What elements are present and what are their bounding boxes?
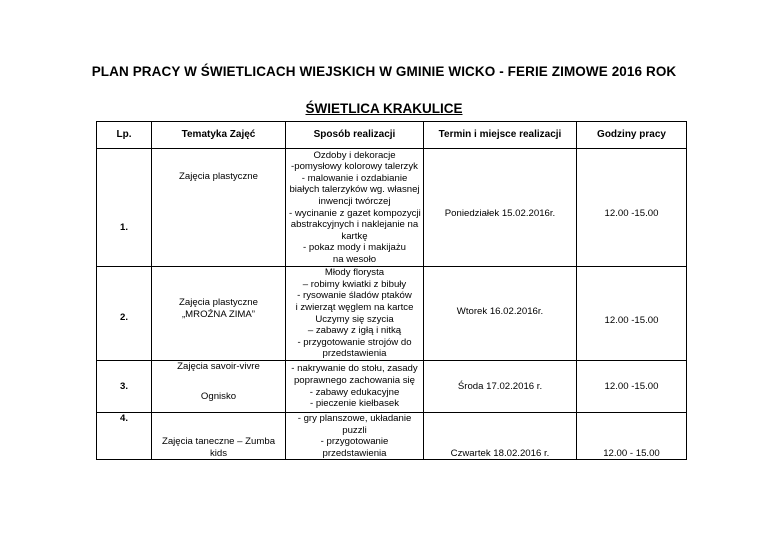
col-header-lp: Lp. xyxy=(97,122,152,149)
method-line: kartkę xyxy=(341,230,368,242)
method-line: abstrakcyjnych i naklejanie na xyxy=(290,219,419,231)
row-topic xyxy=(152,361,286,413)
plan-table xyxy=(96,121,687,460)
method-line: na wesoło xyxy=(332,253,377,265)
topic-spacer xyxy=(155,373,282,391)
method-line: białych talerzyków wg. własnej xyxy=(289,184,420,196)
row-topic: Zajęcia plastyczne xyxy=(152,149,286,267)
method-line: - rysowanie śladów ptaków xyxy=(297,290,412,302)
row-topic xyxy=(152,267,286,361)
method-line: - wycinanie z gazet kompozycji xyxy=(289,207,421,219)
row-method xyxy=(286,267,424,361)
method-line: - malowanie i ozdabianie xyxy=(301,172,408,184)
topic-line: „MROŹNA ZIMA” xyxy=(181,308,255,320)
method-line: - pieczenie kiełbasek xyxy=(309,398,400,410)
method-line: - zabawy edukacyjne xyxy=(309,386,400,398)
row-number: 2. xyxy=(97,267,152,361)
method-line: - przygotowanie strojów do xyxy=(297,336,412,348)
col-header-method: Sposób realizacji xyxy=(286,122,424,149)
method-line: - przygotowanie xyxy=(320,436,389,448)
method-line: – robimy kwiatki z bibuły xyxy=(302,278,407,290)
method-line: - gry planszowe, układanie xyxy=(297,413,412,424)
page-title: PLAN PRACY W ŚWIETLICACH WIEJSKICH W GMINIE WICKO - FERIE ZIMOWE 2016 ROK xyxy=(91,64,677,79)
method-line: - nakrywanie do stołu, zasady xyxy=(291,363,418,375)
row-date: Wtorek 16.02.2016r. xyxy=(424,267,577,361)
row-hours: 12.00 -15.00 xyxy=(577,149,687,267)
method-line: Ozdoby i dekoracje xyxy=(313,149,396,161)
table-header-row xyxy=(97,122,687,149)
topic-line: Ognisko xyxy=(200,390,237,402)
method-line: i zwierząt węglem na kartce xyxy=(295,301,414,313)
topic-line: Zajęcia taneczne – Zumba xyxy=(161,436,276,448)
method-line: - pokaz mody i makijażu xyxy=(303,242,406,254)
method-line: Młody florysta xyxy=(324,267,385,279)
method-line: inwencji twórczej xyxy=(318,195,391,207)
table-row xyxy=(97,149,687,267)
method-line: Uczymy się szycia xyxy=(315,313,394,325)
row-topic xyxy=(152,413,286,460)
row-hours: 12.00 -15.00 xyxy=(577,361,687,413)
topic-line: Zajęcia plastyczne xyxy=(179,297,258,308)
subtitle-text: ŚWIETLICA KRAKULICE xyxy=(305,101,463,116)
method-line: -pomysłowy kolorowy talerzyk xyxy=(291,161,418,173)
row-hours: 12.00 -15.00 xyxy=(577,267,687,361)
method-line: puzzli xyxy=(342,424,367,436)
page-subtitle xyxy=(0,101,768,116)
method-line: – zabawy z igłą i nitką xyxy=(307,325,402,337)
col-header-date: Termin i miejsce realizacji xyxy=(424,122,577,149)
table-row xyxy=(97,267,687,361)
topic-line: Zajęcia savoir-vivre xyxy=(177,361,260,372)
topic-line: kids xyxy=(209,447,228,459)
row-date: Środa 17.02.2016 r. xyxy=(424,361,577,413)
row-hours: 12.00 - 15.00 xyxy=(577,413,687,460)
table-row xyxy=(97,361,687,413)
method-line: przedstawienia xyxy=(322,447,387,459)
row-date: Czwartek 18.02.2016 r. xyxy=(424,413,577,460)
row-number: 4. xyxy=(97,413,152,460)
row-method xyxy=(286,361,424,413)
row-date: Poniedziałek 15.02.2016r. xyxy=(424,149,577,267)
col-header-topic: Tematyka Zajęć xyxy=(152,122,286,149)
row-number: 3. xyxy=(97,361,152,413)
row-number: 1. xyxy=(97,149,152,267)
method-line: poprawnego zachowania się xyxy=(293,374,416,386)
row-method xyxy=(286,413,424,460)
method-line: przedstawienia xyxy=(322,348,387,360)
col-header-hours: Godziny pracy xyxy=(577,122,687,149)
table-row xyxy=(97,413,687,460)
row-method xyxy=(286,149,424,267)
